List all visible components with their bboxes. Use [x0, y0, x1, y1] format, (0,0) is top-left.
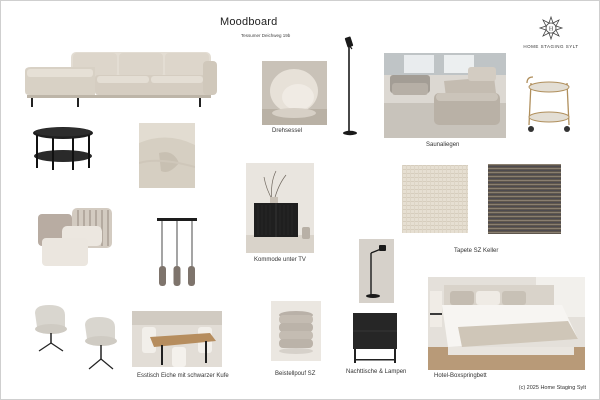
page-subtitle: Tessumer Deichweg 19b [241, 33, 291, 38]
sauna-loungers-image [384, 53, 506, 138]
pouf-caption: Beistellpouf SZ [275, 371, 316, 377]
coffee-table-icon [31, 126, 95, 174]
wallpaper-swatch-dark [488, 164, 561, 234]
pillows-image [36, 204, 116, 270]
pendant-lamp-image [153, 216, 201, 294]
nightstand-image [350, 309, 400, 367]
logo-emblem-icon [538, 15, 564, 41]
logo-text: HOME STAGING SYLT [523, 44, 579, 49]
sideboard-icon [246, 163, 314, 253]
chairs-icon [31, 303, 123, 375]
chairs-image [31, 303, 123, 375]
sofa-icon [23, 49, 219, 111]
armchair-caption: Drehsessel [272, 128, 303, 134]
floor-lamp-icon [336, 33, 370, 141]
pendant-lamp-icon [153, 216, 201, 294]
bed-caption: Hotel-Boxspringbett [434, 373, 487, 379]
sideboard-caption: Kommode unter TV [254, 257, 306, 263]
sofa-image [23, 49, 219, 111]
wallpaper-caption: Tapete SZ Keller [454, 248, 499, 254]
sideboard-image [246, 163, 314, 253]
serving-trolley-image [521, 73, 577, 137]
nightstand-caption: Nachttische & Lampen [346, 369, 407, 375]
page-title: Moodboard [220, 16, 278, 28]
serving-trolley-icon [521, 73, 577, 137]
coffee-table-image [31, 126, 95, 174]
floor-lamp-image [336, 33, 370, 141]
table-lamp-icon [359, 239, 394, 303]
pouf-icon [271, 301, 321, 361]
wallpaper-dark-texture-icon [488, 164, 561, 234]
table-lamp-image [359, 239, 394, 303]
boxspring-bed-image [428, 277, 585, 370]
armchair-image [262, 61, 327, 125]
dining-table-image [132, 311, 222, 367]
boxspring-bed-icon [428, 277, 585, 370]
dining-table-icon [132, 311, 222, 367]
sauna-loungers-icon [384, 53, 506, 138]
sauna-loungers-caption: Saunaliegen [426, 142, 460, 148]
nightstand-icon [350, 309, 400, 367]
wallpaper-light-texture-icon [402, 165, 468, 233]
logo-letter: H [548, 26, 554, 33]
brand-logo [521, 15, 581, 49]
pouf-image [271, 301, 321, 361]
rug-image [139, 123, 195, 188]
armchair-icon [262, 61, 327, 125]
wallpaper-swatch-light [402, 165, 468, 233]
rug-texture-icon [139, 123, 195, 188]
copyright-text: (c) 2025 Home Staging Sylt [518, 385, 586, 391]
dining-caption: Esstisch Eiche mit schwarzer Kufe [137, 373, 229, 379]
pillows-icon [36, 204, 116, 270]
